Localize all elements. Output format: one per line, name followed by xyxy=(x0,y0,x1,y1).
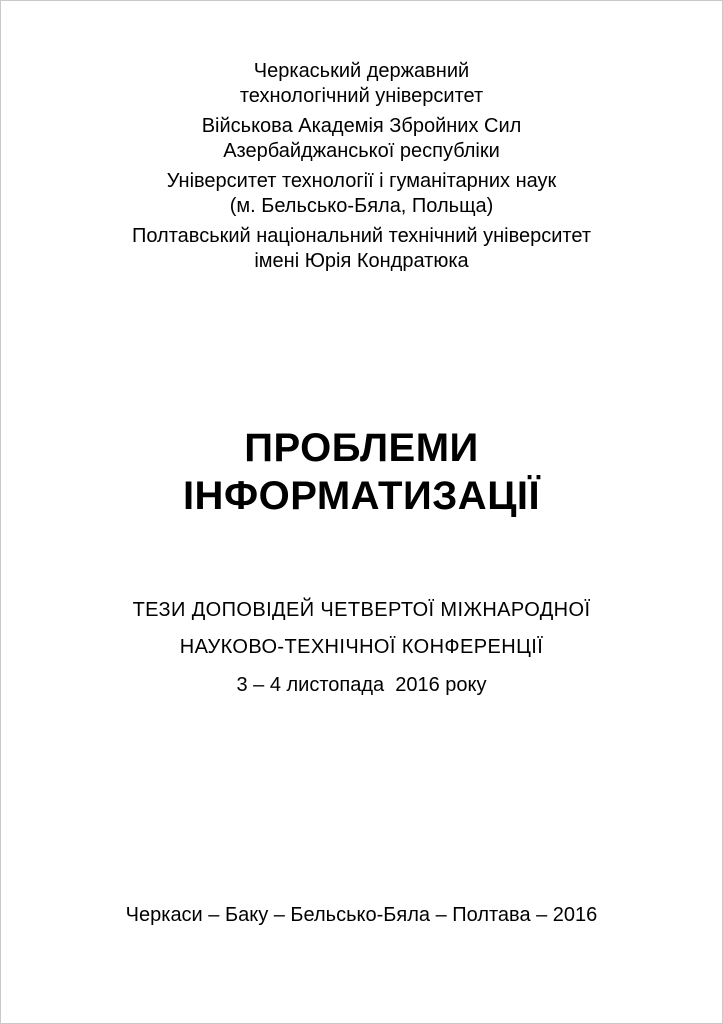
institution-line: Військова Академія Збройних Сил xyxy=(201,115,522,137)
subtitle-line: ТЕЗИ ДОПОВІДЕЙ ЧЕТВЕРТОЇ МІЖНАРОДНОЇ xyxy=(132,599,591,621)
conference-date: 3 – 4 листопада 2016 року xyxy=(236,674,487,696)
institution-bielsko-biala xyxy=(1,169,722,219)
document-title-line: ІНФОРМАТИЗАЦІЇ xyxy=(182,474,541,518)
document-title xyxy=(1,424,722,520)
institutions-list xyxy=(1,1,722,274)
institution-poltava xyxy=(1,224,722,274)
institution-line: Університет технології і гуманітарних наук xyxy=(166,170,557,192)
institution-line: (м. Бельсько-Бяла, Польща) xyxy=(229,195,494,217)
institution-line: Полтавський національний технічний університет xyxy=(132,225,591,247)
conference-subtitle xyxy=(1,592,722,666)
cities-year-footer: Черкаси – Баку – Бельсько-Бяла – Полтава – 2016 xyxy=(125,904,598,926)
institution-line: Черкаський державний xyxy=(253,60,470,82)
institution-military-academy xyxy=(1,114,722,164)
institution-line: технологічний університет xyxy=(239,85,484,107)
institution-line: Азербайджанської республіки xyxy=(223,140,500,162)
subtitle-line: НАУКОВО-ТЕХНІЧНОЇ КОНФЕРЕНЦІЇ xyxy=(179,636,544,658)
institution-line: імені Юрія Кондратюка xyxy=(254,250,469,272)
institution-cherkasy xyxy=(1,59,722,109)
document-title-line: ПРОБЛЕМИ xyxy=(244,426,479,470)
